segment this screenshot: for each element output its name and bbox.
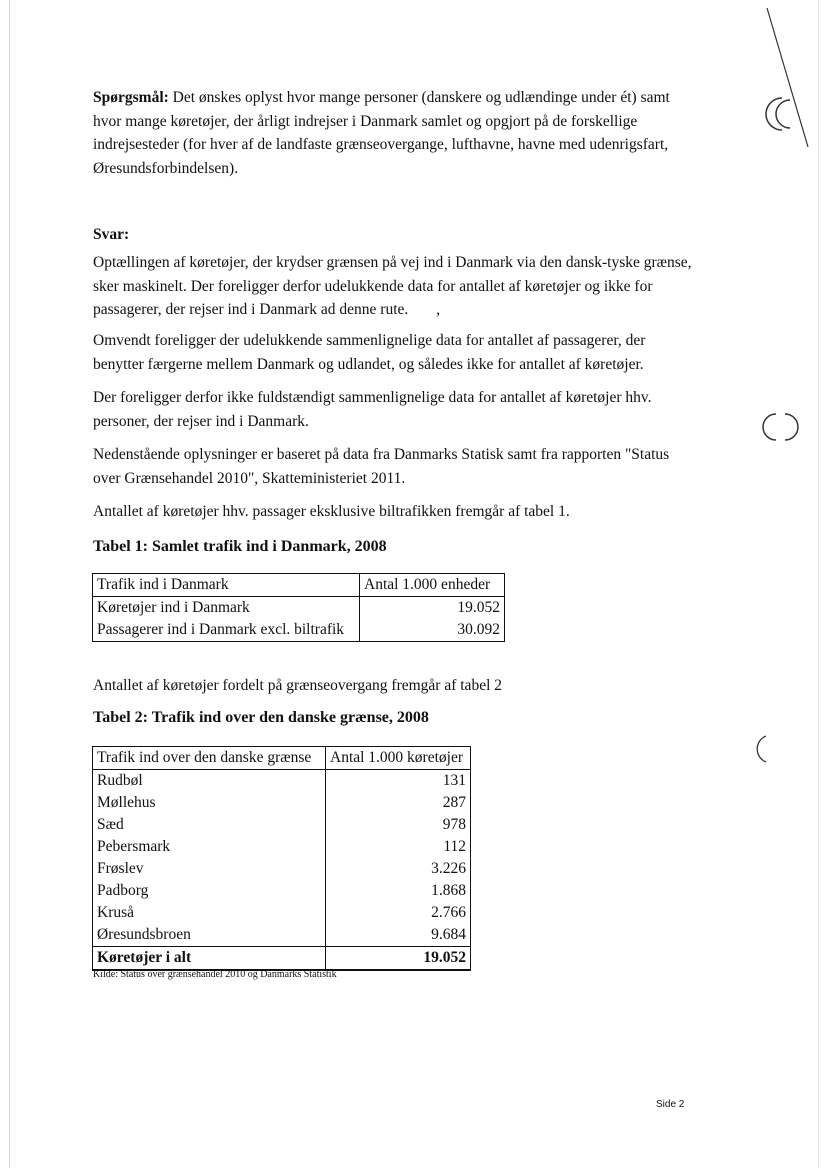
table-cell: Øresundsbroen <box>93 924 326 947</box>
answer-paragraph-6: Antallet af køretøjer fordelt på grænseovergang fremgår af tabel 2 <box>93 677 503 694</box>
answer-paragraph-4: Nedenstående oplysninger er baseret på data fra Danmarks Statisk samt fra rapporten "Status over Grænsehandel 2010", Skatteministeriet 2011. <box>93 446 670 487</box>
table-row <box>93 880 471 902</box>
punch-hole-middle-right <box>785 414 798 440</box>
punch-hole-bottom <box>757 736 766 762</box>
table-total-row <box>93 947 471 971</box>
answer-heading: Svar: <box>93 226 130 243</box>
answer-paragraph-5: Antallet af køretøjer hhv. passager eksklusive biltrafikken fremgår af tabel 1. <box>93 503 570 520</box>
table-header-row <box>93 574 505 597</box>
table-cell: 2.766 <box>326 902 471 924</box>
table-cell: Køretøjer ind i Danmark <box>93 597 360 620</box>
page-number: Side 2 <box>656 1099 685 1110</box>
table-row <box>93 858 471 880</box>
table2-source-note: Kilde: Status over grænsehandel 2010 og Danmarks Statistik <box>93 969 337 980</box>
question-text: Det ønskes oplyst hvor mange personer (danskere og udlændinge under ét) samt hvor mange køretøjer, der årligt indrejser i Danmark samlet og opgjort på de forskellige indrejsesteder (for hver af de landfaste grænseovergange, lufthavne, havne med udenrigsfart, Øresundsforbindelsen). <box>93 89 670 177</box>
table-cell: Møllehus <box>93 792 326 814</box>
table-cell: Padborg <box>93 880 326 902</box>
table-cell: Sæd <box>93 814 326 836</box>
table-row <box>93 619 505 642</box>
table-cell: 131 <box>326 770 471 793</box>
table-row <box>93 770 471 793</box>
table2 <box>92 746 471 971</box>
punch-hole-top <box>776 100 790 128</box>
table1 <box>92 573 505 642</box>
table-row <box>93 597 505 620</box>
table-row <box>93 902 471 924</box>
punch-hole-middle-left <box>763 414 776 440</box>
paragraph-text: Optællingen af køretøjer, der krydser grænsen på vej ind i Danmark via den dansk-tyske grænse, sker maskinelt. Der foreligger derfor udelukkende data for antallet af køretøjer og ikke for passagerer, der rejser ind i Danmark ad denne rute. <box>93 254 692 318</box>
table-header-cell: Antal 1.000 køretøjer <box>326 747 471 770</box>
table-cell: Kruså <box>93 902 326 924</box>
table-cell: 287 <box>326 792 471 814</box>
table-header-cell: Antal 1.000 enheder <box>360 574 505 597</box>
table-total-value: 19.052 <box>326 947 471 971</box>
table-header-row <box>93 747 471 770</box>
table-cell: 1.868 <box>326 880 471 902</box>
table-cell: 19.052 <box>360 597 505 620</box>
table-cell: Rudbøl <box>93 770 326 793</box>
table-cell: 978 <box>326 814 471 836</box>
table-row <box>93 924 471 947</box>
table-row <box>93 814 471 836</box>
table-cell: 112 <box>326 836 471 858</box>
table-cell: 30.092 <box>360 619 505 642</box>
table1-caption: Tabel 1: Samlet trafik ind i Danmark, 2008 <box>93 538 387 555</box>
scan-diagonal-line <box>767 8 808 147</box>
question-paragraph <box>93 86 693 180</box>
table-row <box>93 836 471 858</box>
table-cell: Frøslev <box>93 858 326 880</box>
answer-paragraph-2: Omvendt foreligger der udelukkende sammenlignelige data for antallet af passagerer, der benytter færgerne mellem Danmark og udlandet, og således ikke for antallet af køretøjer. <box>93 332 646 373</box>
table-cell: 9.684 <box>326 924 471 947</box>
stray-mark: , <box>436 301 441 318</box>
punch-hole-top-arc <box>766 98 782 130</box>
answer-paragraph-1 <box>93 251 693 322</box>
table2-caption: Tabel 2: Trafik ind over den danske grænse, 2008 <box>93 709 429 726</box>
table-cell: Passagerer ind i Danmark excl. biltrafik <box>93 619 360 642</box>
table-header-cell: Trafik ind i Danmark <box>93 574 360 597</box>
table-total-label: Køretøjer i alt <box>93 947 326 971</box>
answer-paragraph-3: Der foreligger derfor ikke fuldstændigt sammenlignelige data for antallet af køretøjer hhv. personer, der rejser ind i Danmark. <box>93 389 652 430</box>
table-header-cell: Trafik ind over den danske grænse <box>93 747 326 770</box>
table-row <box>93 792 471 814</box>
question-label: Spørgsmål: <box>93 89 169 106</box>
table-cell: Pebersmark <box>93 836 326 858</box>
table-cell: 3.226 <box>326 858 471 880</box>
